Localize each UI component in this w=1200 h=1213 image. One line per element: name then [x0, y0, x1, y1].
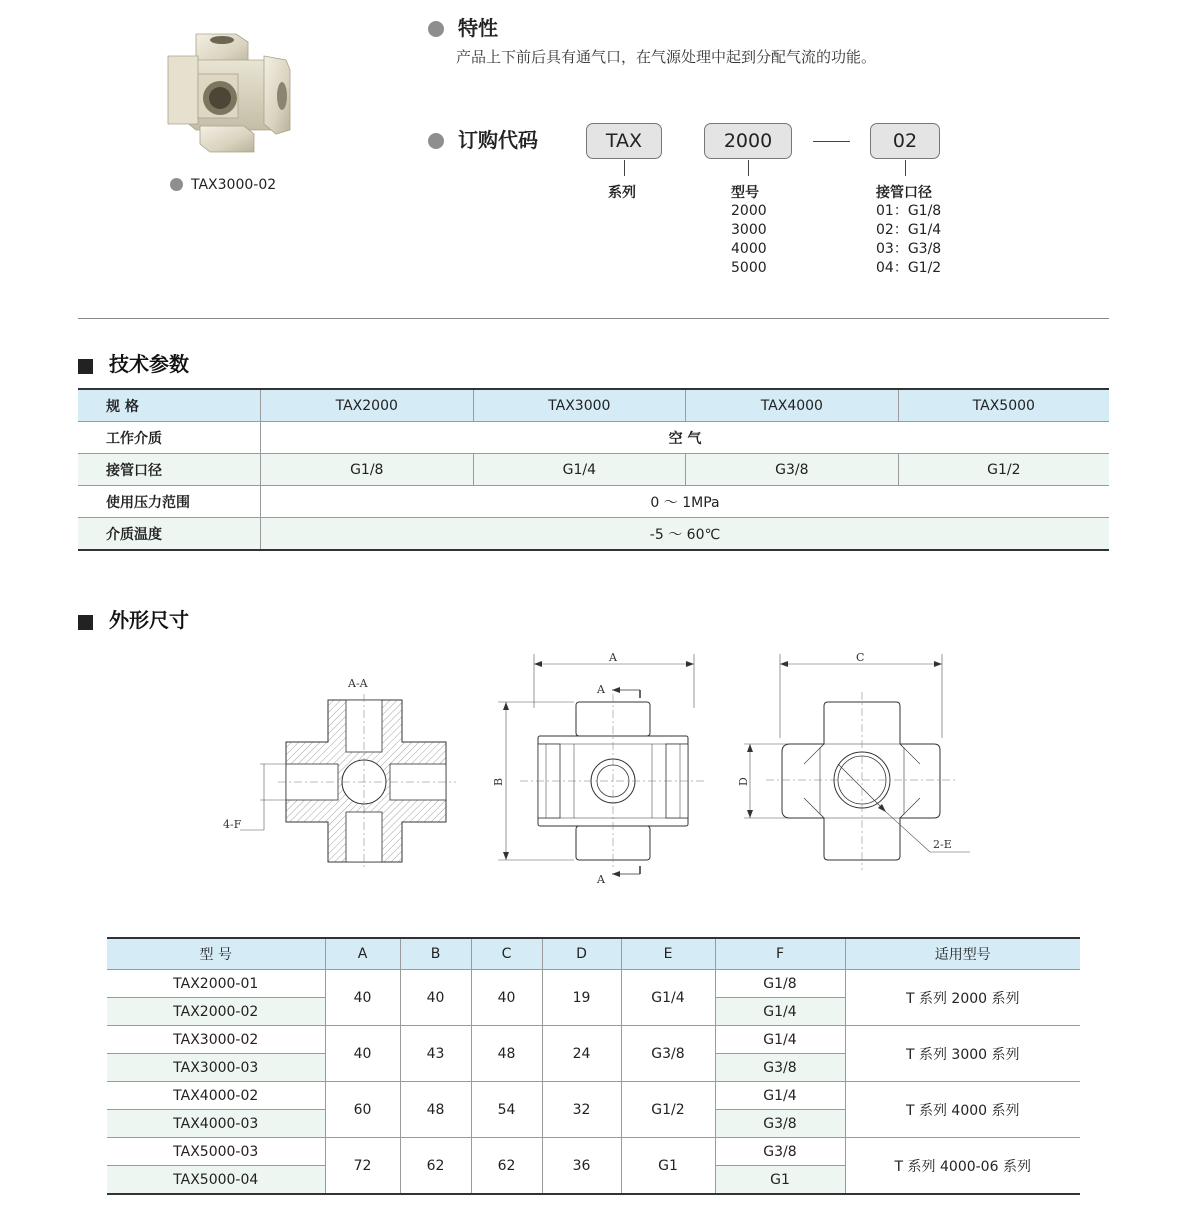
series-label: 系列	[608, 185, 636, 201]
medium-value: 空 气	[261, 422, 1110, 454]
dim-b-label: B	[492, 777, 505, 786]
code-leader-model	[748, 160, 749, 176]
column-header: F	[715, 938, 845, 970]
d-cell: 19	[542, 970, 621, 1026]
front-view-drawing	[490, 648, 730, 888]
bullet-icon	[428, 133, 444, 149]
model-cell: TAX2000-02	[107, 998, 325, 1026]
port-label: 接管口径	[876, 185, 932, 201]
c-cell: 62	[471, 1138, 542, 1195]
cross-fitting-photo-icon	[164, 30, 294, 155]
order-code-title: 订购代码	[458, 128, 538, 152]
pressure-row	[78, 486, 1109, 518]
e-cell: G1/2	[621, 1082, 715, 1138]
c-cell: 54	[471, 1082, 542, 1138]
f-cell: G3/8	[715, 1138, 845, 1166]
port-option: 01：G1/8	[876, 203, 942, 219]
dims-heading	[78, 604, 189, 633]
model-cell: TAX4000-02	[107, 1082, 325, 1110]
model-label: 型号	[731, 185, 759, 201]
table-row	[107, 1026, 1080, 1054]
product-model: TAX3000-02	[191, 177, 277, 193]
dims-title: 外形尺寸	[109, 608, 189, 632]
square-bullet-icon	[78, 359, 93, 374]
b-cell: 40	[400, 970, 471, 1026]
model-cell: TAX3000-02	[107, 1026, 325, 1054]
port-option: 04：G1/2	[876, 260, 942, 276]
spec-row	[78, 389, 1109, 422]
pressure-value: 0 ～ 1MPa	[261, 486, 1110, 518]
port-cell: G1/2	[898, 454, 1109, 486]
f-cell: G1/4	[715, 998, 845, 1026]
d-cell: 32	[542, 1082, 621, 1138]
code-box-model: 2000	[704, 123, 792, 159]
temp-value: -5 ～ 60℃	[261, 518, 1110, 551]
dimension-table-header	[107, 938, 1080, 970]
code-leader-series	[624, 160, 625, 176]
d-cell: 36	[542, 1138, 621, 1195]
order-code-heading	[428, 124, 538, 153]
column-header: C	[471, 938, 542, 970]
bullet-icon	[428, 21, 444, 37]
model-option: 2000	[731, 203, 767, 219]
spec-row-label: 规 格	[78, 389, 261, 422]
dim-c-label: C	[856, 651, 865, 664]
e-label: 2-E	[933, 838, 952, 851]
e-cell: G1/4	[621, 970, 715, 1026]
model-cell: TAX5000-03	[107, 1138, 325, 1166]
features-title: 特性	[458, 16, 498, 40]
port-row-label: 接管口径	[78, 454, 261, 486]
b-cell: 43	[400, 1026, 471, 1082]
port-cell: G1/8	[261, 454, 474, 486]
section-arrow-label: A	[597, 873, 605, 886]
column-header: E	[621, 938, 715, 970]
spec-cell: TAX2000	[261, 389, 474, 422]
c-cell: 40	[471, 970, 542, 1026]
port-row	[78, 454, 1109, 486]
spec-cell: TAX5000	[898, 389, 1109, 422]
f-cell: G3/8	[715, 1110, 845, 1138]
model-cell: TAX5000-04	[107, 1166, 325, 1195]
spec-cell: TAX3000	[473, 389, 686, 422]
pressure-row-label: 使用压力范围	[78, 486, 261, 518]
column-header: 型 号	[107, 938, 325, 970]
a-cell: 60	[325, 1082, 400, 1138]
c-cell: 48	[471, 1026, 542, 1082]
top-view-drawing	[730, 648, 970, 878]
product-caption	[170, 177, 276, 193]
e-cell: G3/8	[621, 1026, 715, 1082]
f-label: 4-F	[223, 818, 242, 831]
b-cell: 48	[400, 1082, 471, 1138]
features-text: 产品上下前后具有通气口，在气源处理中起到分配气流的功能。	[456, 48, 877, 66]
code-dash	[813, 141, 850, 142]
spec-cell: TAX4000	[686, 389, 899, 422]
section-view-drawing	[220, 672, 460, 872]
port-cell: G3/8	[686, 454, 899, 486]
column-header: B	[400, 938, 471, 970]
port-option: 03：G3/8	[876, 241, 942, 257]
column-header: A	[325, 938, 400, 970]
d-cell: 24	[542, 1026, 621, 1082]
model-option: 4000	[731, 241, 767, 257]
table-row	[107, 1138, 1080, 1166]
table-row	[107, 1082, 1080, 1110]
tech-heading	[78, 348, 189, 377]
port-option: 02：G1/4	[876, 222, 942, 238]
code-box-series: TAX	[586, 123, 662, 159]
section-arrow-label: A	[597, 683, 605, 696]
a-cell: 40	[325, 970, 400, 1026]
f-cell: G1/8	[715, 970, 845, 998]
f-cell: G1/4	[715, 1082, 845, 1110]
e-cell: G1	[621, 1138, 715, 1195]
column-header: 适用型号	[845, 938, 1080, 970]
applicable-cell: T 系列 2000 系列	[845, 970, 1080, 1026]
model-option: 5000	[731, 260, 767, 276]
a-cell: 40	[325, 1026, 400, 1082]
features-heading	[428, 12, 498, 41]
model-cell: TAX3000-03	[107, 1054, 325, 1082]
spec-table	[78, 388, 1109, 551]
divider	[78, 318, 1109, 319]
temp-row-label: 介质温度	[78, 518, 261, 551]
bullet-icon	[170, 178, 183, 191]
port-cell: G1/4	[473, 454, 686, 486]
temp-row	[78, 518, 1109, 551]
square-bullet-icon	[78, 615, 93, 630]
dimension-table	[107, 937, 1080, 1195]
b-cell: 62	[400, 1138, 471, 1195]
dim-a-label: A	[609, 651, 617, 664]
applicable-cell: T 系列 4000 系列	[845, 1082, 1080, 1138]
column-header: D	[542, 938, 621, 970]
table-row	[107, 970, 1080, 998]
f-cell: G3/8	[715, 1054, 845, 1082]
medium-row	[78, 422, 1109, 454]
medium-row-label: 工作介质	[78, 422, 261, 454]
model-option: 3000	[731, 222, 767, 238]
f-cell: G1	[715, 1166, 845, 1195]
a-cell: 72	[325, 1138, 400, 1195]
product-photo	[164, 30, 294, 155]
applicable-cell: T 系列 3000 系列	[845, 1026, 1080, 1082]
tech-title: 技术参数	[109, 352, 189, 376]
dim-d-label: D	[737, 777, 750, 786]
model-cell: TAX4000-03	[107, 1110, 325, 1138]
applicable-cell: T 系列 4000-06 系列	[845, 1138, 1080, 1195]
code-box-port: 02	[870, 123, 940, 159]
code-leader-port	[905, 160, 906, 176]
section-label: A-A	[348, 677, 368, 690]
f-cell: G1/4	[715, 1026, 845, 1054]
model-cell: TAX2000-01	[107, 970, 325, 998]
